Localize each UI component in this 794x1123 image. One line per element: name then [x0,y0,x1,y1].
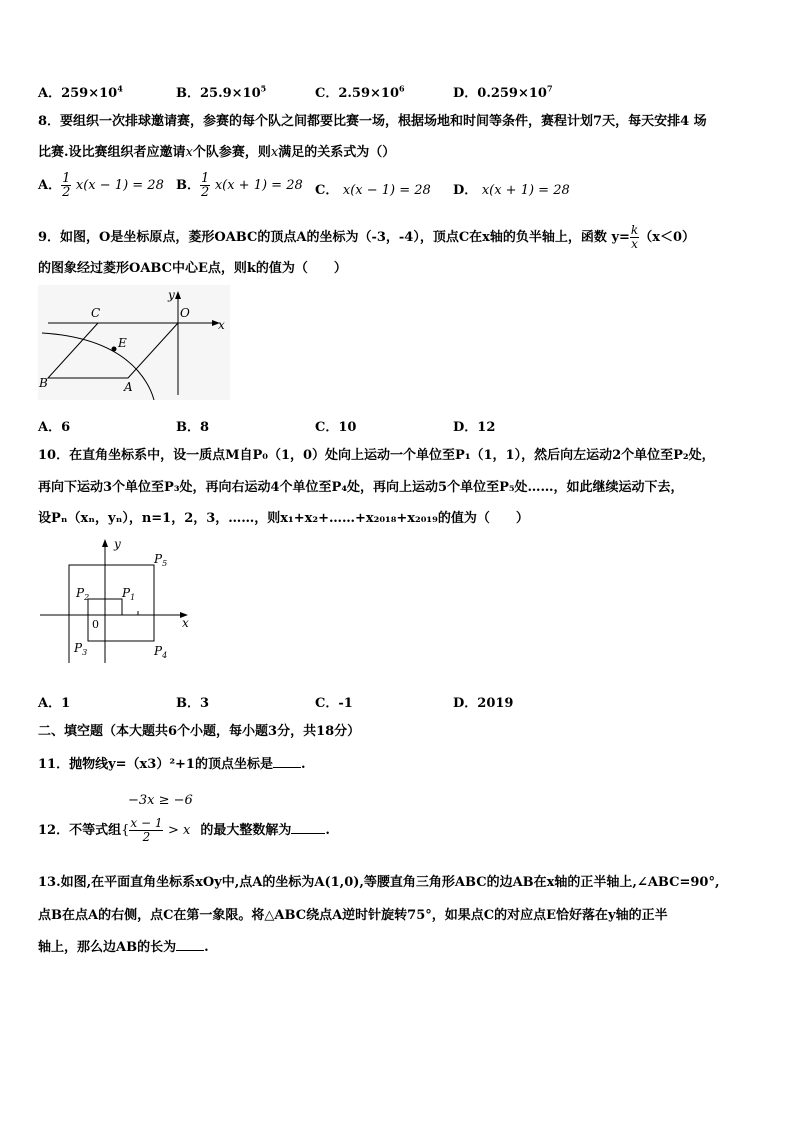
q10-option-d: D．2019 [453,696,514,711]
q9-label-b: B [39,376,48,390]
q9-figure [38,285,230,400]
q7-option-c: C．$2.59\times 10^6$ [315,83,405,101]
q9-label-y: y [168,288,175,302]
q10-label-p1: $P_1$ [122,586,136,602]
q13-answer-blank[interactable] [176,938,204,951]
q10-line-2: 再向下运动3个单位至P₃处，再向右运动4个单位至P₄处，再向上运动5个单位至P₅处……，如此继续运动下去， [38,480,684,495]
q10-label-p2: $P_2$ [76,586,90,602]
q8-option-a: A． $\frac{1}{2}$ x(x − 1) = 28 [38,171,164,200]
q13-line-2: 点B在点A的右侧，点C在第一象限。将△ABC绕点A逆时针旋转75°，如果点C的对应点E恰好落在y轴的正半 [38,908,668,923]
q9-option-d: D．12 [453,420,496,435]
q9-label-e: E [118,336,127,350]
q12-answer-blank[interactable] [291,821,325,834]
q13-line-1: 13.如图,在平面直角坐标系xOy中,点A的坐标为A(1,0),等腰直角三角形ABC的边AB在x轴的正半轴上,∠ABC=90°, [38,875,720,890]
q7-option-b: B．$25.9\times 10^5$ [176,83,267,101]
q10-label-p5: $P_5$ [154,552,168,568]
section-2-heading: 二、填空题（本大题共6个小题，每小题3分，共18分） [38,724,361,739]
q7-option-a: A．$259\times 10^4$ [38,83,123,101]
q10-option-a: A．1 [38,696,71,711]
q8-option-b: B． $\frac{1}{2}$ x(x + 1) = 28 [176,171,303,200]
q10-label-p4: $P_4$ [154,644,168,660]
q9-option-a: A．6 [38,420,71,435]
q10-label-y: y [114,537,121,551]
q10-line-3: 设Pₙ（xₙ，yₙ），n=1，2，3，……，则x₁+x₂+……+x₂₀₁₈+x₂₀₁₉的值为（ ） [38,511,529,526]
q10-y-axis-arrow [102,539,108,547]
q9-label-o: O [180,306,190,320]
q9-point-e [112,347,117,352]
q11-answer-blank[interactable] [273,755,301,768]
q9-line-1: 9．如图，O是坐标原点，菱形OABC的顶点A的坐标为（-3，-4），顶点C在x轴的负半轴上，函数 y= $\frac{k}{x}$ （x＜0） [38,223,695,251]
q13-line-3: 轴上，那么边AB的长为 . [38,940,209,955]
q9-label-c: C [91,306,101,320]
q8-option-c: C． x(x − 1) = 28 [315,183,431,198]
q10-label-x: x [182,616,189,630]
q10-figure [38,535,198,665]
q8-line-1: 8．要组织一次排球邀请赛，参赛的每个队之间都要比赛一场，根据场地和时间等条件，赛程计划7天，每天安排4 场 [38,114,707,129]
q9-line-2: 的图象经过菱形OABC中心E点，则k的值为（ ） [38,261,347,276]
q9-option-c: C．10 [315,420,357,435]
q12-ineq-1: −3x ≥ −6 [128,793,193,808]
q7-option-d: D．$0.259\times 10^7$ [453,83,553,101]
q10-line-1: 10．在直角坐标系中，设一质点M自P₀（1，0）处向上运动一个单位至P₁（1，1），然后向左运动2个单位至P₂处， [38,448,715,463]
q10-option-c: C．-1 [315,696,353,711]
q10-label-p3: $P_3$ [74,641,88,657]
q12-line: 12．不等式组{ $\frac{x - 1}{2}$ > x 的最大整数解为 . [38,816,330,844]
q9-option-b: B．8 [176,420,210,435]
q11-line: 11．抛物线y=（x3）²+1的顶点坐标是 . [38,757,306,772]
q10-option-b: B．3 [176,696,210,711]
q9-label-x: x [218,318,225,332]
q9-label-a: A [124,380,133,394]
q9-figure-bg [38,285,230,400]
q10-label-origin: 0 [92,618,99,631]
q8-option-d: D． x(x + 1) = 28 [453,183,570,198]
q8-line-2: 比赛.设比赛组织者应邀请x个队参赛，则x满足的关系式为（） [38,145,396,160]
